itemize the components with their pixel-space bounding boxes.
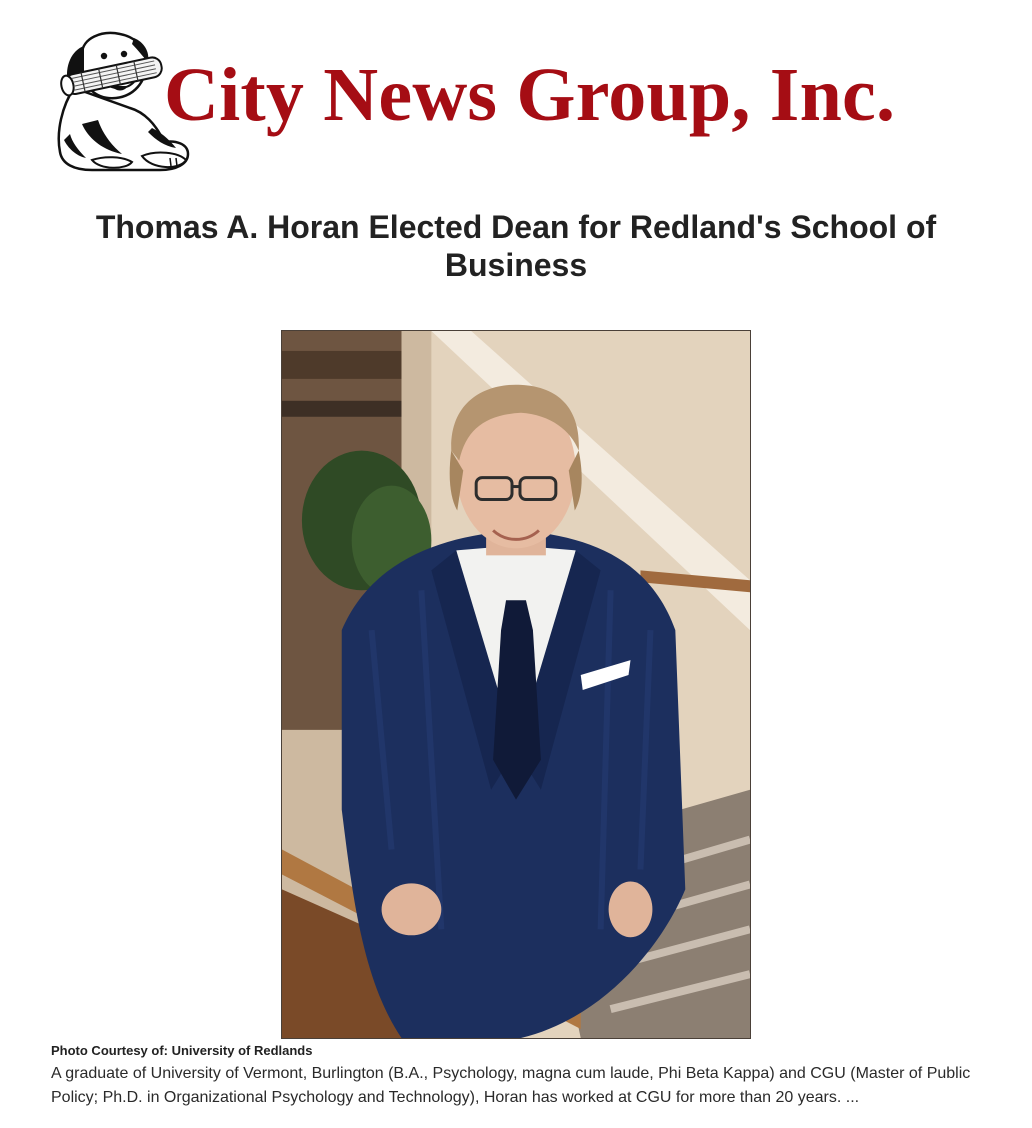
article-headline: Thomas A. Horan Elected Dean for Redland's School of Business xyxy=(95,209,937,283)
brand-name[interactable]: City News Group, Inc. xyxy=(164,53,896,137)
article-summary: A graduate of University of Vermont, Burlington (B.A., Psychology, magna cum laude, Phi Beta Kappa) and CGU (Master of Public Policy; Ph.D. in Organizational Psychology and Technology), Horan has worked at CGU for more than 20 years. ... xyxy=(51,1065,971,1106)
article-photo xyxy=(281,330,751,1039)
masthead xyxy=(52,28,982,174)
photo-credit: Photo Courtesy of: University of Redlands xyxy=(51,1043,313,1058)
